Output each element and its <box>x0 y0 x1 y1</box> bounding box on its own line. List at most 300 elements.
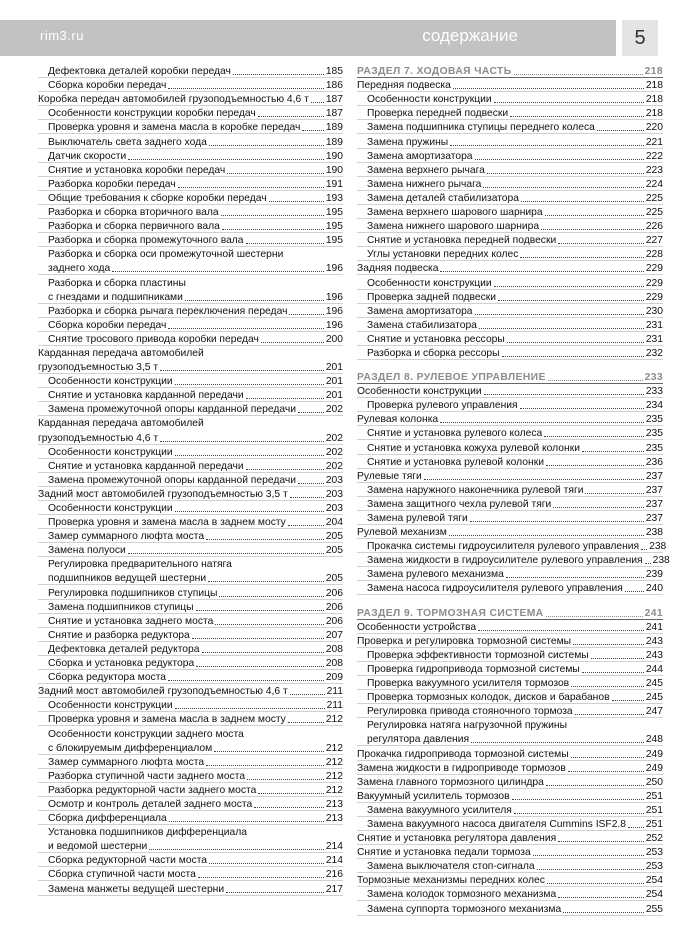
toc-page-number: 249 <box>645 748 663 760</box>
toc-page-number: 235 <box>645 414 663 426</box>
toc-entry-title: Замена верхнего шарового шарнира <box>367 207 543 219</box>
toc-entry-title: Замена вакуумного усилителя <box>367 804 512 816</box>
toc-page-number: 213 <box>325 813 343 825</box>
dot-leader <box>209 863 324 864</box>
toc-entry[interactable] <box>357 817 663 831</box>
dot-leader <box>128 553 324 554</box>
dot-leader <box>258 793 323 794</box>
toc-page-number: 238 <box>645 527 663 539</box>
dot-leader <box>246 398 324 399</box>
toc-entry[interactable] <box>357 346 663 360</box>
toc-page-number: 196 <box>325 319 343 331</box>
toc-entry-title: Проверка эффективности тормозной системы <box>367 649 589 661</box>
toc-entry-title: Углы установки передних колес <box>367 249 519 261</box>
dot-leader <box>625 591 644 592</box>
dot-leader <box>582 672 644 673</box>
toc-entry[interactable] <box>38 92 343 106</box>
toc-entry[interactable] <box>357 718 663 732</box>
toc-entry[interactable] <box>357 831 663 845</box>
toc-entry[interactable] <box>357 553 670 567</box>
toc-page-number: 218 <box>644 66 663 78</box>
toc-entry[interactable] <box>38 853 343 867</box>
toc-entry-title: Регулировка предварительного натяга <box>48 559 232 571</box>
toc-entry[interactable] <box>38 120 343 134</box>
toc-entry-title: Замена рулевого механизма <box>367 569 504 581</box>
toc-entry[interactable] <box>357 440 663 454</box>
toc-entry[interactable] <box>38 360 343 374</box>
toc-entry[interactable] <box>38 290 343 304</box>
toc-page-number: 205 <box>325 531 343 543</box>
toc-entry[interactable] <box>357 845 663 859</box>
dot-leader <box>479 328 644 329</box>
toc-entry[interactable] <box>38 656 343 670</box>
toc-entry[interactable] <box>38 134 343 148</box>
dot-leader <box>168 680 324 681</box>
toc-entry[interactable] <box>357 620 663 634</box>
toc-entry-title: Замена промежуточной опоры карданной передачи <box>48 404 296 416</box>
toc-page-number: 208 <box>325 643 343 655</box>
toc-entry-title: Задний мост автомобилей грузоподъемностью 3,5 т <box>38 488 288 500</box>
toc-page-number: 221 <box>645 136 663 148</box>
dot-leader <box>289 314 323 315</box>
dot-leader <box>453 88 644 89</box>
toc-page-number: 251 <box>645 790 663 802</box>
toc-page-number: 233 <box>645 386 663 398</box>
dot-leader <box>487 173 644 174</box>
section-gap <box>357 595 663 605</box>
toc-entry-title: Проверка задней подвески <box>367 291 497 303</box>
toc-page-number: 226 <box>645 221 663 233</box>
toc-entry[interactable] <box>357 120 663 134</box>
toc-entry-title: Замена пружины <box>367 136 449 148</box>
toc-page-number: 216 <box>325 869 343 881</box>
toc-entry[interactable] <box>38 585 343 599</box>
dot-leader <box>288 722 324 723</box>
toc-page-number: 238 <box>652 555 670 567</box>
dot-leader <box>168 328 323 329</box>
toc-entry[interactable] <box>38 698 343 712</box>
toc-page-number: 207 <box>325 629 343 641</box>
toc-page-number: 253 <box>645 847 663 859</box>
toc-entry-title: Замена вакуумного насоса двигателя Cummins ISF2.8 <box>367 818 627 830</box>
toc-entry[interactable] <box>38 783 343 797</box>
toc-entry[interactable] <box>357 803 663 817</box>
toc-entry[interactable] <box>38 741 343 755</box>
toc-entry-title: Прокачка гидропривода тормозной системы <box>357 748 569 760</box>
toc-page-number: 227 <box>645 235 663 247</box>
toc-page-number: 225 <box>645 192 663 204</box>
toc-entry[interactable] <box>357 761 663 775</box>
toc-entry[interactable] <box>38 233 343 247</box>
toc-entry-title: и ведомой шестерни <box>48 841 148 853</box>
toc-entry[interactable] <box>357 205 663 219</box>
toc-entry-title: Замена жидкости в гидроприводе тормозов <box>357 762 566 774</box>
toc-entry[interactable] <box>38 600 343 614</box>
toc-entry-title: Снятие и установка регулятора давления <box>357 833 557 845</box>
dot-leader <box>478 630 644 631</box>
toc-entry-title: Проверка гидропривода тормозной системы <box>367 663 580 675</box>
toc-entry[interactable] <box>357 732 663 746</box>
dot-leader <box>221 215 324 216</box>
toc-page-number: 241 <box>645 621 663 633</box>
toc-entry[interactable] <box>357 106 663 120</box>
toc-page-number: 244 <box>645 663 663 675</box>
toc-right-column <box>357 64 670 916</box>
toc-entry[interactable] <box>357 662 663 676</box>
toc-entry[interactable] <box>357 676 663 690</box>
toc-entry[interactable] <box>38 867 343 881</box>
toc-entry[interactable] <box>357 92 663 106</box>
toc-section-heading[interactable] <box>357 605 663 619</box>
toc-entry-title: Проверка вакуумного усилителя тормозов <box>367 678 570 690</box>
toc-page-number: 245 <box>645 692 663 704</box>
toc-entry[interactable] <box>38 712 343 726</box>
dot-leader <box>470 521 644 522</box>
toc-entry[interactable] <box>357 290 663 304</box>
toc-entry[interactable] <box>357 412 663 426</box>
toc-entry-title: Рулевой механизм <box>357 527 447 539</box>
toc-entry-title: Снятие и установка кожуха рулевой колонки <box>367 442 580 454</box>
toc-entry-title: Особенности конструкции заднего моста <box>48 728 244 740</box>
dot-leader <box>160 370 324 371</box>
toc-entry[interactable] <box>357 163 663 177</box>
dot-leader <box>471 742 644 743</box>
toc-page-number: 237 <box>645 470 663 482</box>
toc-entry-title: Датчик скорости <box>48 150 127 162</box>
toc-entry-title: Выключатель света заднего хода <box>48 136 207 148</box>
toc-entry[interactable] <box>38 881 343 895</box>
toc-entry[interactable] <box>357 426 663 440</box>
toc-entry-title: Проверка рулевого управления <box>367 400 518 412</box>
toc-page-number: 237 <box>645 484 663 496</box>
toc-entry[interactable] <box>357 247 663 261</box>
toc-page-number: 218 <box>645 108 663 120</box>
toc-entry[interactable] <box>38 543 343 557</box>
toc-page-number: 212 <box>325 756 343 768</box>
dot-leader <box>246 469 324 470</box>
toc-entry-title: Замер суммарного люфта моста <box>48 756 205 768</box>
toc-page-number: 254 <box>645 875 663 887</box>
toc-entry-title: Замена колодок тормозного механизма <box>367 889 557 901</box>
toc-page-number: 206 <box>325 587 343 599</box>
toc-entry[interactable] <box>357 525 663 539</box>
toc-entry[interactable] <box>357 873 663 887</box>
toc-entry[interactable] <box>357 901 663 915</box>
toc-page-number: 213 <box>325 798 343 810</box>
toc-entry[interactable] <box>357 859 663 873</box>
toc-entry[interactable] <box>357 78 663 92</box>
toc-page-number: 229 <box>645 277 663 289</box>
toc-page-number: 234 <box>645 400 663 412</box>
toc-entry[interactable] <box>38 614 343 628</box>
dot-leader <box>175 708 325 709</box>
toc-page-number: 203 <box>325 474 343 486</box>
toc-page-number: 211 <box>326 686 343 698</box>
toc-entry[interactable] <box>357 134 663 148</box>
toc-entry[interactable] <box>38 628 343 642</box>
toc-entry[interactable] <box>38 416 343 430</box>
dot-leader <box>227 173 324 174</box>
dot-leader <box>573 644 644 645</box>
toc-entry-title: с блокируемым дифференциалом <box>48 742 213 754</box>
dot-leader <box>209 145 324 146</box>
toc-entry[interactable] <box>38 346 343 360</box>
toc-entry[interactable] <box>38 571 343 585</box>
toc-entry-title: Замена жидкости в гидроусилителе рулевого управления <box>367 555 643 567</box>
toc-page-number: 196 <box>325 305 343 317</box>
toc-entry[interactable] <box>38 219 343 233</box>
dot-leader <box>128 159 324 160</box>
toc-entry[interactable] <box>38 797 343 811</box>
toc-entry[interactable] <box>38 106 343 120</box>
dot-leader <box>533 855 644 856</box>
dot-leader <box>506 577 644 578</box>
toc-page-number: 231 <box>645 319 663 331</box>
section-title: содержание <box>422 26 518 45</box>
toc-entry[interactable] <box>38 163 343 177</box>
toc-entry[interactable] <box>38 811 343 825</box>
toc-page-number: 232 <box>645 347 663 359</box>
toc-entry-title: Снятие и разборка редуктора <box>48 629 190 641</box>
toc-entry[interactable] <box>38 473 343 487</box>
toc-entry[interactable] <box>357 384 663 398</box>
dot-leader <box>498 300 644 301</box>
dot-leader <box>558 897 644 898</box>
dot-leader <box>149 849 324 850</box>
toc-entry[interactable] <box>38 205 343 219</box>
dot-leader <box>494 286 644 287</box>
toc-entry-title: Рулевые тяги <box>357 470 422 482</box>
dot-leader <box>258 116 324 117</box>
toc-page-number: 229 <box>645 291 663 303</box>
toc-entry[interactable] <box>38 755 343 769</box>
toc-entry-title: Замена наружного наконечника рулевой тяги <box>367 484 584 496</box>
toc-entry[interactable] <box>38 670 343 684</box>
toc-entry[interactable] <box>38 149 343 163</box>
toc-page-number: 224 <box>645 178 663 190</box>
toc-entry[interactable] <box>357 789 663 803</box>
toc-page-number: 201 <box>325 390 343 402</box>
toc-entry[interactable] <box>357 746 663 760</box>
toc-page-number: 253 <box>645 861 663 873</box>
toc-entry-title: Замена рулевой тяги <box>367 513 468 524</box>
toc-entry[interactable] <box>38 64 343 78</box>
page-header <box>0 20 700 56</box>
toc-entry[interactable] <box>38 642 343 656</box>
toc-page-number: 231 <box>645 333 663 345</box>
toc-entry[interactable] <box>38 839 343 853</box>
toc-entry[interactable] <box>357 275 663 289</box>
toc-entry[interactable] <box>357 177 663 191</box>
toc-entry-title: Снятие и установка карданной передачи <box>48 390 244 402</box>
toc-entry-title: Снятие и установка заднего моста <box>48 615 214 627</box>
toc-entry[interactable] <box>38 402 343 416</box>
toc-entry[interactable] <box>38 388 343 402</box>
dot-leader <box>269 201 324 202</box>
toc-entry[interactable] <box>357 648 663 662</box>
dot-leader <box>558 243 644 244</box>
dot-leader <box>311 102 324 103</box>
toc-entry[interactable] <box>38 684 343 698</box>
toc-entry[interactable] <box>38 445 343 459</box>
toc-entry-title: Коробка передач автомобилей грузоподъемностью 4,6 т <box>38 94 309 106</box>
toc-entry-title: Особенности конструкции <box>367 94 492 106</box>
dot-leader <box>597 130 644 131</box>
toc-entry[interactable] <box>357 304 663 318</box>
dot-leader <box>521 201 644 202</box>
toc-entry[interactable] <box>357 511 663 525</box>
toc-entry[interactable] <box>38 515 343 529</box>
toc-entry[interactable] <box>38 374 343 388</box>
toc-entry-title: Снятие и установка рулевой колонки <box>367 456 544 468</box>
dot-leader <box>645 563 651 564</box>
toc-entry-title: Дефектовка деталей коробки передач <box>48 66 231 78</box>
toc-entry[interactable] <box>38 191 343 205</box>
dot-leader <box>520 408 644 409</box>
toc-entry[interactable] <box>357 567 663 581</box>
toc-entry[interactable] <box>38 825 343 839</box>
dot-leader <box>510 116 644 117</box>
toc-page-number: 202 <box>325 432 343 444</box>
toc-page-number: 248 <box>645 734 663 746</box>
toc-page-number: 212 <box>325 784 343 796</box>
toc-page-number: 203 <box>325 488 343 500</box>
toc-entry-title: Карданная передача автомобилей <box>38 347 204 359</box>
toc-page-number: 236 <box>645 456 663 468</box>
toc-entry[interactable] <box>38 275 343 289</box>
dot-leader <box>219 596 323 597</box>
toc-entry[interactable] <box>357 219 663 233</box>
toc-entry-title: Замена верхнего рычага <box>367 164 485 176</box>
dot-leader <box>168 88 323 89</box>
toc-entry[interactable] <box>38 332 343 346</box>
toc-entry[interactable] <box>357 233 663 247</box>
toc-entry-title: Замена полуоси <box>48 545 126 557</box>
toc-entry[interactable] <box>38 304 343 318</box>
toc-page-number: 211 <box>326 700 343 712</box>
toc-section-heading[interactable] <box>357 370 663 384</box>
toc-page-number: 237 <box>645 513 663 524</box>
toc-entry[interactable] <box>38 430 343 444</box>
toc-entry[interactable] <box>357 690 663 704</box>
toc-entry[interactable] <box>38 501 343 515</box>
toc-entry-title: Установка подшипников дифференциала <box>48 827 247 839</box>
toc-entry-title: Разборка и сборка промежуточного вала <box>48 235 244 247</box>
toc-page-number: 189 <box>325 136 343 148</box>
toc-page-number: 250 <box>645 776 663 788</box>
toc-entry[interactable] <box>357 483 663 497</box>
toc-entry[interactable] <box>357 539 667 553</box>
toc-entry[interactable] <box>357 775 663 789</box>
dot-leader <box>215 624 323 625</box>
toc-entry[interactable] <box>38 726 343 740</box>
dot-leader <box>290 694 325 695</box>
toc-entry[interactable] <box>38 557 343 571</box>
toc-page-number: 201 <box>325 362 343 374</box>
toc-entry[interactable] <box>357 318 663 332</box>
toc-page-number: 205 <box>325 545 343 557</box>
toc-entry[interactable] <box>38 529 343 543</box>
toc-entry-title: Сборка редуктора моста <box>48 672 167 684</box>
toc-entry-title: Тормозные механизмы передних колес <box>357 875 545 887</box>
dot-leader <box>192 638 324 639</box>
toc-entry[interactable] <box>38 78 343 92</box>
toc-page-number: 202 <box>325 460 343 472</box>
toc-section-heading[interactable] <box>357 64 663 78</box>
toc-entry[interactable] <box>357 497 663 511</box>
toc-entry-title: Замена стабилизатора <box>367 319 477 331</box>
toc-entry[interactable] <box>38 769 343 783</box>
dot-leader <box>449 535 644 536</box>
dot-leader <box>568 771 644 772</box>
toc-page-number: 218 <box>645 80 663 92</box>
toc-entry-title: Сборка коробки передач <box>48 319 167 331</box>
toc-page-number: 189 <box>325 122 343 134</box>
toc-entry[interactable] <box>357 455 663 469</box>
toc-entry[interactable] <box>38 177 343 191</box>
site-name: rim3.ru <box>40 28 84 43</box>
dot-leader <box>185 300 324 301</box>
dot-leader <box>558 841 644 842</box>
toc-page-number: 238 <box>649 541 667 553</box>
toc-entry[interactable] <box>357 704 663 718</box>
toc-entry[interactable] <box>357 191 663 205</box>
toc-page-number: 195 <box>325 221 343 233</box>
toc-entry[interactable] <box>38 261 343 275</box>
toc-entry-title: Особенности конструкции <box>48 446 173 458</box>
dot-leader <box>206 539 324 540</box>
toc-entry[interactable] <box>38 247 343 261</box>
toc-page-number: 212 <box>325 742 343 754</box>
toc-entry-title: Карданная передача автомобилей <box>38 418 204 430</box>
toc-entry[interactable] <box>357 469 663 483</box>
toc-page-number: 193 <box>325 192 343 204</box>
toc-entry-title: Замена подшипника ступицы переднего колеса <box>367 122 595 134</box>
toc-entry-title: Регулировка натяга нагрузочной пружины <box>367 720 568 732</box>
toc-entry-title: Замена нижнего шарового шарнира <box>367 221 540 233</box>
toc-entry[interactable] <box>357 581 663 595</box>
toc-entry-title: Замена нижнего рычага <box>367 178 482 190</box>
toc-entry-title: РАЗДЕЛ 9. ТОРМОЗНАЯ СИСТЕМА <box>357 607 544 619</box>
toc-page-number: 245 <box>645 678 663 690</box>
toc-page-number: 202 <box>325 404 343 416</box>
toc-entry[interactable] <box>357 398 663 412</box>
toc-entry-title: Особенности конструкции <box>357 386 482 398</box>
toc-entry-title: РАЗДЕЛ 7. ХОДОВАЯ ЧАСТЬ <box>357 66 512 78</box>
toc-entry[interactable] <box>357 332 663 346</box>
dot-leader <box>233 74 324 75</box>
toc-page-number: 205 <box>325 573 343 585</box>
toc-page-number: 249 <box>645 762 663 774</box>
dot-leader <box>175 455 324 456</box>
dot-leader <box>512 799 644 800</box>
toc-entry[interactable] <box>357 634 663 648</box>
toc-entry-title: Проверка уровня и замена масла в заднем мосту <box>48 714 286 726</box>
toc-page-number: 230 <box>645 305 663 317</box>
toc-entry[interactable] <box>357 149 663 163</box>
toc-entry[interactable] <box>38 487 343 501</box>
toc-entry-title: Замена защитного чехла рулевой тяги <box>367 498 552 510</box>
toc-page-number: 229 <box>645 263 663 275</box>
toc-entry[interactable] <box>357 887 663 901</box>
toc-entry[interactable] <box>38 318 343 332</box>
toc-entry[interactable] <box>38 459 343 473</box>
toc-entry[interactable] <box>357 261 663 275</box>
dot-leader <box>544 436 644 437</box>
dot-leader <box>298 483 324 484</box>
dot-leader <box>175 384 324 385</box>
toc-page-number: 195 <box>325 235 343 247</box>
